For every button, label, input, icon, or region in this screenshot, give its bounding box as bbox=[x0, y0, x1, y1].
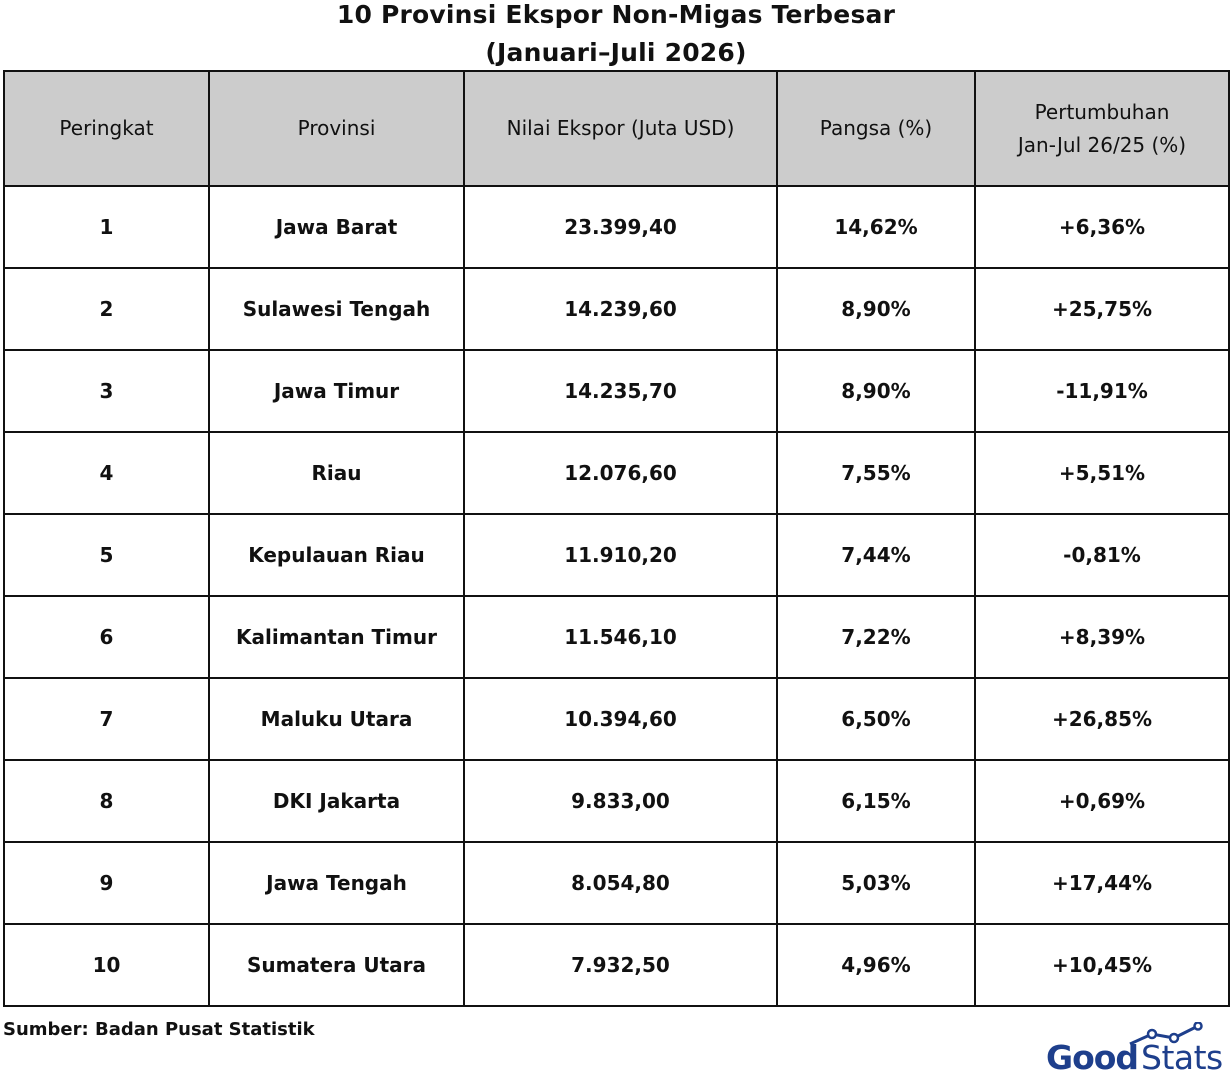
header-label-line: Jan-Jul 26/25 (%) bbox=[1017, 132, 1187, 157]
export-value-cell: 9.833,00 bbox=[464, 760, 777, 842]
growth-cell: +0,69% bbox=[975, 760, 1229, 842]
province-cell: Riau bbox=[209, 432, 464, 514]
table-header-row bbox=[4, 71, 1229, 186]
table-row bbox=[4, 350, 1229, 432]
export-value-cell: 14.239,60 bbox=[464, 268, 777, 350]
share-cell: 7,44% bbox=[777, 514, 975, 596]
header-peringkat bbox=[4, 71, 209, 186]
export-value-cell: 10.394,60 bbox=[464, 678, 777, 760]
growth-cell: +6,36% bbox=[975, 186, 1229, 268]
table-row bbox=[4, 432, 1229, 514]
rank-cell: 4 bbox=[4, 432, 209, 514]
header-label-line: Provinsi bbox=[297, 116, 376, 140]
growth-cell: +26,85% bbox=[975, 678, 1229, 760]
export-value-cell: 7.932,50 bbox=[464, 924, 777, 1006]
header-nilai-ekspor bbox=[464, 71, 777, 186]
province-cell: Kepulauan Riau bbox=[209, 514, 464, 596]
export-value-cell: 8.054,80 bbox=[464, 842, 777, 924]
rank-cell: 1 bbox=[4, 186, 209, 268]
header-provinsi bbox=[209, 71, 464, 186]
table-row bbox=[4, 268, 1229, 350]
table-row bbox=[4, 842, 1229, 924]
header-label-line: Pertumbuhan bbox=[1034, 99, 1170, 124]
growth-cell: +25,75% bbox=[975, 268, 1229, 350]
chart-subtitle: (Januari–Juli 2026) bbox=[485, 38, 747, 67]
province-cell: Jawa Barat bbox=[209, 186, 464, 268]
export-value-cell: 11.546,10 bbox=[464, 596, 777, 678]
province-cell: DKI Jakarta bbox=[209, 760, 464, 842]
table-row bbox=[4, 924, 1229, 1006]
export-value-cell: 11.910,20 bbox=[464, 514, 777, 596]
province-cell: Sumatera Utara bbox=[209, 924, 464, 1006]
share-cell: 6,15% bbox=[777, 760, 975, 842]
export-value-cell: 14.235,70 bbox=[464, 350, 777, 432]
rank-cell: 5 bbox=[4, 514, 209, 596]
rank-cell: 10 bbox=[4, 924, 209, 1006]
header-pertumbuhan bbox=[975, 71, 1229, 186]
chart-title: 10 Provinsi Ekspor Non-Migas Terbesar bbox=[336, 0, 896, 29]
source-note: Sumber: Badan Pusat Statistik bbox=[3, 1019, 315, 1040]
table-row bbox=[4, 596, 1229, 678]
rank-cell: 7 bbox=[4, 678, 209, 760]
share-cell: 4,96% bbox=[777, 924, 975, 1006]
export-value-cell: 12.076,60 bbox=[464, 432, 777, 514]
share-cell: 7,22% bbox=[777, 596, 975, 678]
province-cell: Jawa Timur bbox=[209, 350, 464, 432]
export-table bbox=[3, 70, 1230, 1007]
share-cell: 14,62% bbox=[777, 186, 975, 268]
growth-cell: -0,81% bbox=[975, 514, 1229, 596]
rank-cell: 8 bbox=[4, 760, 209, 842]
province-cell: Kalimantan Timur bbox=[209, 596, 464, 678]
growth-cell: +10,45% bbox=[975, 924, 1229, 1006]
table-body bbox=[4, 186, 1229, 1006]
table-row bbox=[4, 760, 1229, 842]
share-cell: 5,03% bbox=[777, 842, 975, 924]
rank-cell: 3 bbox=[4, 350, 209, 432]
share-cell: 7,55% bbox=[777, 432, 975, 514]
province-cell: Jawa Tengah bbox=[209, 842, 464, 924]
logo-text-stats: Stats bbox=[1141, 1038, 1223, 1077]
table-row bbox=[4, 678, 1229, 760]
logo-text-good: Good bbox=[1046, 1038, 1139, 1077]
growth-cell: +8,39% bbox=[975, 596, 1229, 678]
header-label-line: Nilai Ekspor (Juta USD) bbox=[506, 116, 735, 140]
header-label-line: Pangsa (%) bbox=[819, 116, 933, 140]
share-cell: 8,90% bbox=[777, 268, 975, 350]
share-cell: 8,90% bbox=[777, 350, 975, 432]
growth-cell: +5,51% bbox=[975, 432, 1229, 514]
table-row bbox=[4, 186, 1229, 268]
export-value-cell: 23.399,40 bbox=[464, 186, 777, 268]
rank-cell: 9 bbox=[4, 842, 209, 924]
header-pangsa bbox=[777, 71, 975, 186]
header-label-line: Peringkat bbox=[59, 116, 154, 140]
growth-cell: +17,44% bbox=[975, 842, 1229, 924]
share-cell: 6,50% bbox=[777, 678, 975, 760]
province-cell: Maluku Utara bbox=[209, 678, 464, 760]
goodstats-logo bbox=[1046, 1022, 1226, 1078]
growth-cell: -11,91% bbox=[975, 350, 1229, 432]
rank-cell: 6 bbox=[4, 596, 209, 678]
rank-cell: 2 bbox=[4, 268, 209, 350]
table-row bbox=[4, 514, 1229, 596]
province-cell: Sulawesi Tengah bbox=[209, 268, 464, 350]
